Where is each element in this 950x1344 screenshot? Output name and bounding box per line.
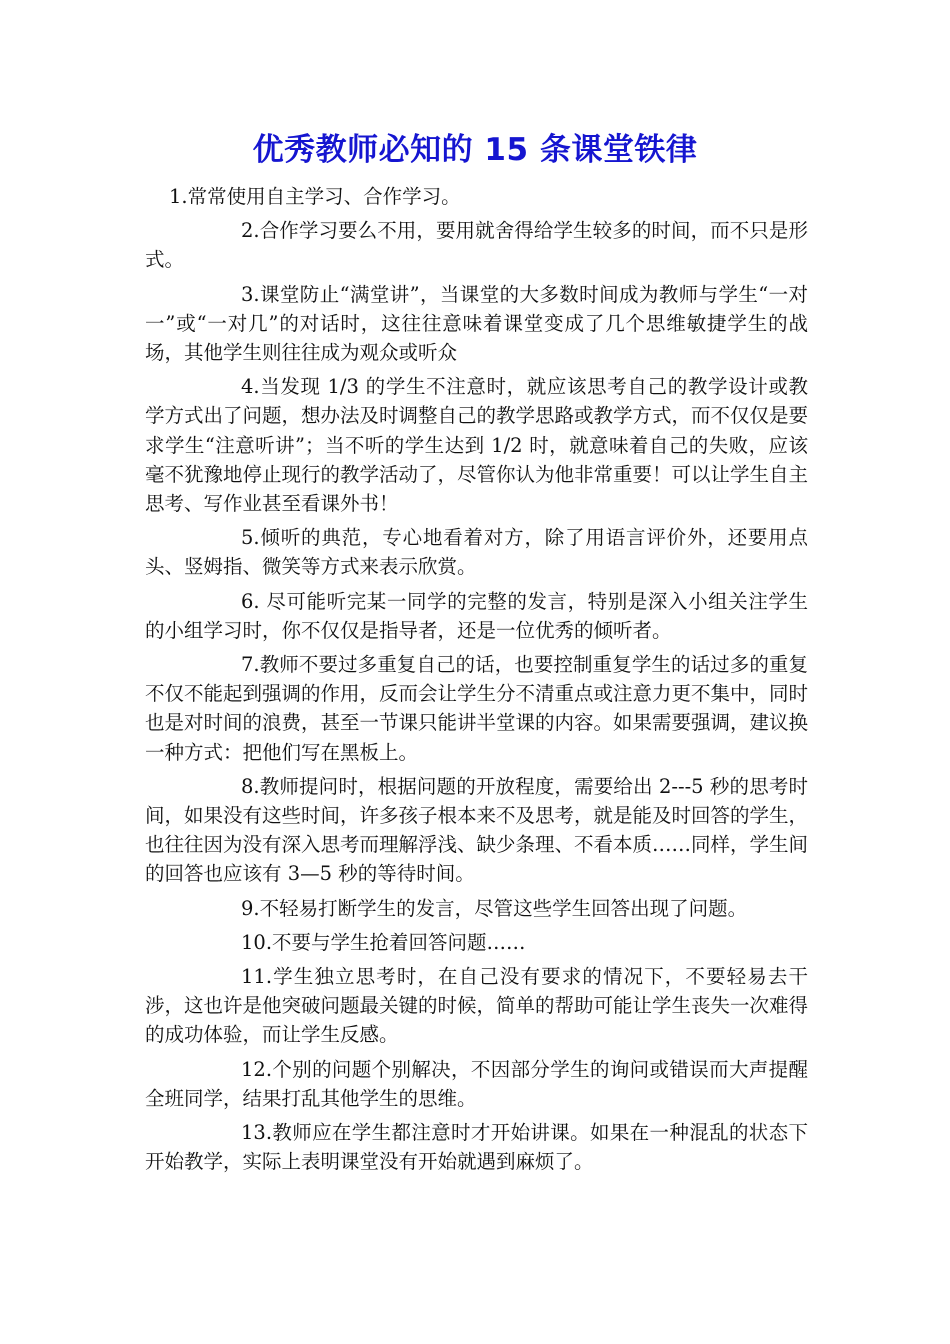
paragraph-9: 9.不轻易打断学生的发言，尽管这些学生回答出现了问题。 [241,896,748,920]
paragraph-12: 12.个别的问题个别解决，不因部分学生的询问或错误而大声提醒全班同学，结果打乱其他学生的思维。 [145,1057,808,1110]
document-title: 优秀教师必知的 15 条课堂铁律 [252,132,698,168]
paragraph-13: 13.教师应在学生都注意时才开始讲课。如果在一种混乱的状态下开始教学，实际上表明课堂没有开始就遇到麻烦了。 [145,1121,808,1174]
paragraph-10: 10.不要与学生抢着回答问题…… [241,930,526,954]
paragraph-3: 3.课堂防止“满堂讲”，当课堂的大多数时间成为教师与学生“一对一”或“一对几”的对话时，这往往意味着课堂变成了几个思维敏捷学生的战场，其他学生则往往成为观众或听众 [145,282,808,365]
paragraph-4: 4.当发现 1/3 的学生不注意时，就应该思考自己的教学设计或教学方式出了问题，想办法及时调整自己的教学思路或教学方式，而不仅仅是要求学生“注意听讲”；当不听的学生达到 1/2 时，就意味着自己的失败，应该毫不犹豫地停止现行的教学活动了，尽管你认为他非常重要！可以让学生自主思考、写作业甚至看课外书！ [145,375,809,516]
document-body [145,182,808,1182]
paragraph-6: 6. 尽可能听完某一同学的完整的发言，特别是深入小组关注学生的小组学习时，你不仅仅是指导者，还是一位优秀的倾听者。 [145,589,808,642]
paragraph-7: 7.教师不要过多重复自己的话，也要控制重复学生的话过多的重复不仅不能起到强调的作用，反而会让学生分不清重点或注意力更不集中，同时也是对时间的浪费，甚至一节课只能讲半堂课的内容。如果需要强调，建议换一种方式：把他们写在黑板上。 [145,653,809,764]
paragraph-8: 8.教师提问时，根据问题的开放程度，需要给出 2---5 秒的思考时间，如果没有这些时间，许多孩子根本来不及思考，就是能及时回答的学生，也往往因为没有深入思考而理解浮浅、缺少条理、不看本质……同样，学生间的回答也应该有 3—5 秒的等待时间。 [145,774,809,886]
paragraph-5: 5.倾听的典范，专心地看着对方，除了用语言评价外，还要用点头、竖姆指、微笑等方式来表示欣赏。 [145,526,808,579]
paragraph-1: 1.常常使用自主学习、合作学习。 [169,185,461,208]
paragraph-2: 2.合作学习要么不用，要用就舍得给学生较多的时间，而不只是形式。 [145,219,808,272]
paragraph-11: 11.学生独立思考时，在自己没有要求的情况下，不要轻易去干涉，这也许是他突破问题最关键的时候，简单的帮助可能让学生丧失一次难得的成功体验，而让学生反感。 [145,965,809,1047]
